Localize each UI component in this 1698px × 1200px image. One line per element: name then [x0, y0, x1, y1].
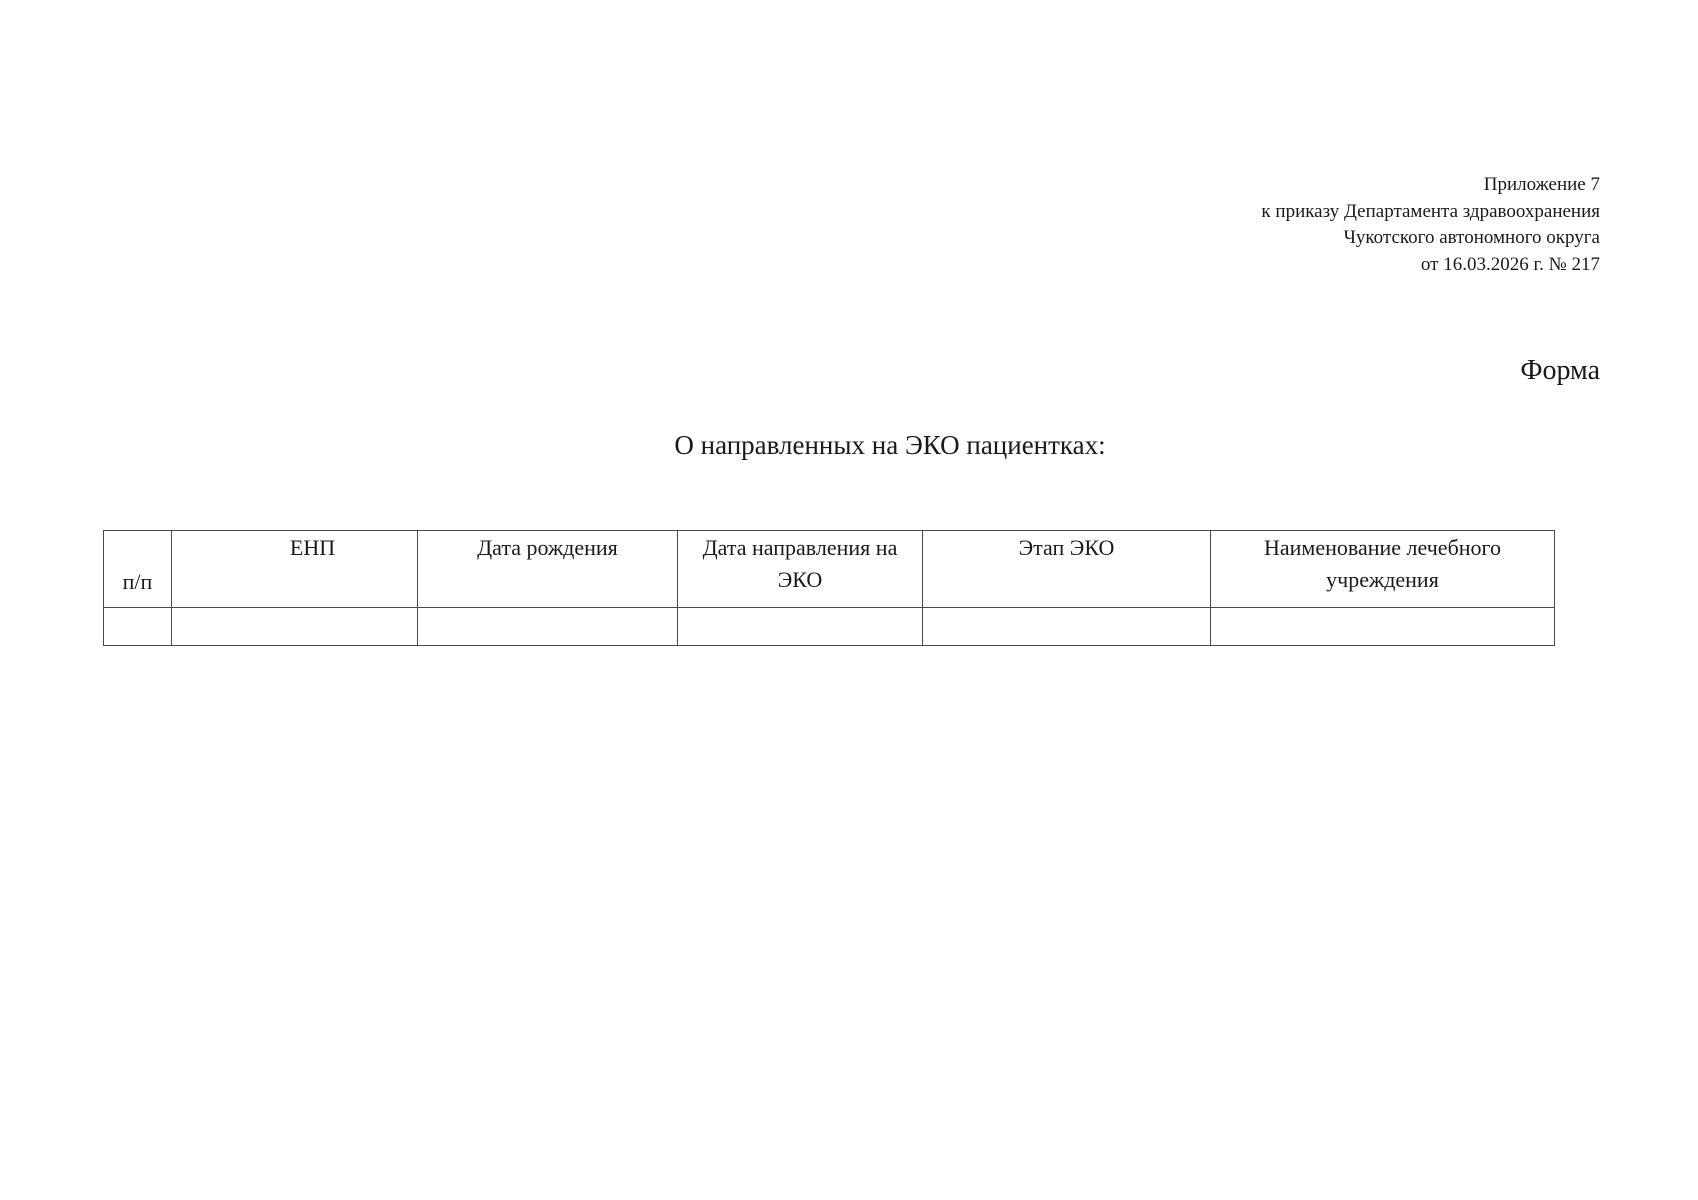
appendix-block: [1261, 172, 1600, 278]
table-header-row: [104, 531, 1555, 608]
header-cell-birth-date: Дата рождения: [418, 531, 678, 608]
document-title: О направленных на ЭКО пациентках:: [674, 430, 1106, 460]
appendix-line-order: к приказу Департамента здравоохранения: [1261, 200, 1600, 222]
table-cell: [678, 608, 923, 646]
header-cell-referral-date: Дата направления на ЭКО: [678, 531, 923, 608]
table-cell: [104, 608, 172, 646]
appendix-line-date: от 16.03.2026 г. № 217: [1420, 253, 1600, 275]
table-cell: [172, 608, 418, 646]
header-cell-eco-stage: Этап ЭКО: [923, 531, 1211, 608]
table-cell: [923, 608, 1211, 646]
appendix-line-region: Чукотского автономного округа: [1343, 227, 1600, 248]
header-cell-institution: Наименование лечебного учреждения: [1211, 531, 1555, 608]
form-label: Форма: [1520, 355, 1600, 386]
table-row: [104, 608, 1555, 646]
table-cell: [1211, 608, 1555, 646]
patients-table: [103, 530, 1555, 646]
header-cell-number: п/п: [104, 531, 172, 608]
appendix-line-number: Приложение 7: [1483, 174, 1600, 195]
table-cell: [418, 608, 678, 646]
header-cell-enp: ЕНП: [172, 531, 418, 608]
